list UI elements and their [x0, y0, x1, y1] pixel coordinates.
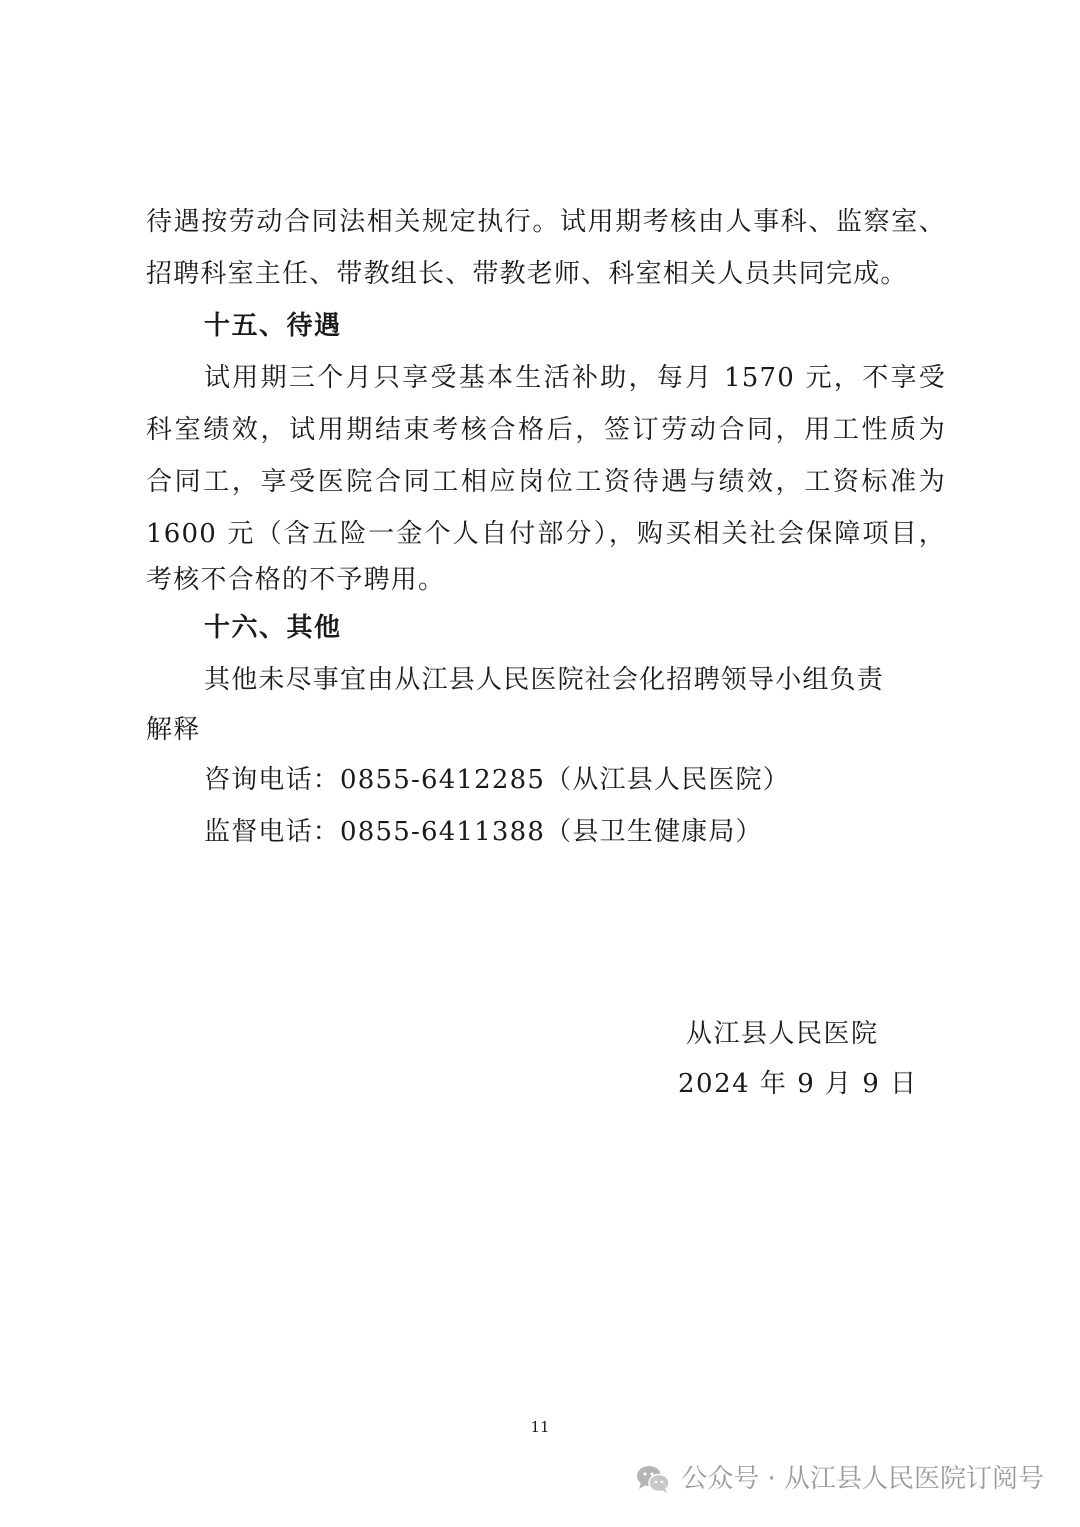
paragraph-line: 考核不合格的不予聘用。: [146, 565, 446, 595]
signature-organization: 从江县人民医院: [686, 1019, 879, 1049]
paragraph-line: 待遇按劳动合同法相关规定执行。试用期考核由人事科、监察室、: [146, 207, 946, 237]
section-heading-16: 十六、其他: [204, 613, 342, 643]
paragraph-line: 其他未尽事宜由从江县人民医院社会化招聘领导小组负责: [204, 665, 885, 695]
page-number: 11: [530, 1418, 550, 1436]
paragraph-line: 试用期三个月只享受基本生活补助，每月 1570 元，不享受: [204, 363, 946, 393]
consult-phone: 咨询电话：0855-6412285（从江县人民医院）: [204, 765, 790, 795]
paragraph-line: 合同工，享受医院合同工相应岗位工资待遇与绩效，工资标准为: [146, 467, 946, 497]
paragraph-line: 1600 元（含五险一金个人自付部分），购买相关社会保障项目，: [146, 519, 946, 549]
section-heading-15: 十五、待遇: [204, 311, 342, 341]
supervise-phone: 监督电话：0855-6411388（县卫生健康局）: [204, 817, 763, 847]
paragraph-line: 招聘科室主任、带教组长、带教老师、科室相关人员共同完成。: [146, 259, 908, 289]
paragraph-line: 解释: [146, 715, 201, 745]
signature-date: 2024 年 9 月 9 日: [678, 1069, 918, 1099]
paragraph-line: 科室绩效，试用期结束考核合格后，签订劳动合同，用工性质为: [146, 415, 946, 445]
wechat-icon: [635, 1464, 671, 1494]
watermark-text: 公众号 · 从江县人民医院订阅号: [681, 1464, 1044, 1494]
wechat-watermark: [635, 1462, 1044, 1496]
